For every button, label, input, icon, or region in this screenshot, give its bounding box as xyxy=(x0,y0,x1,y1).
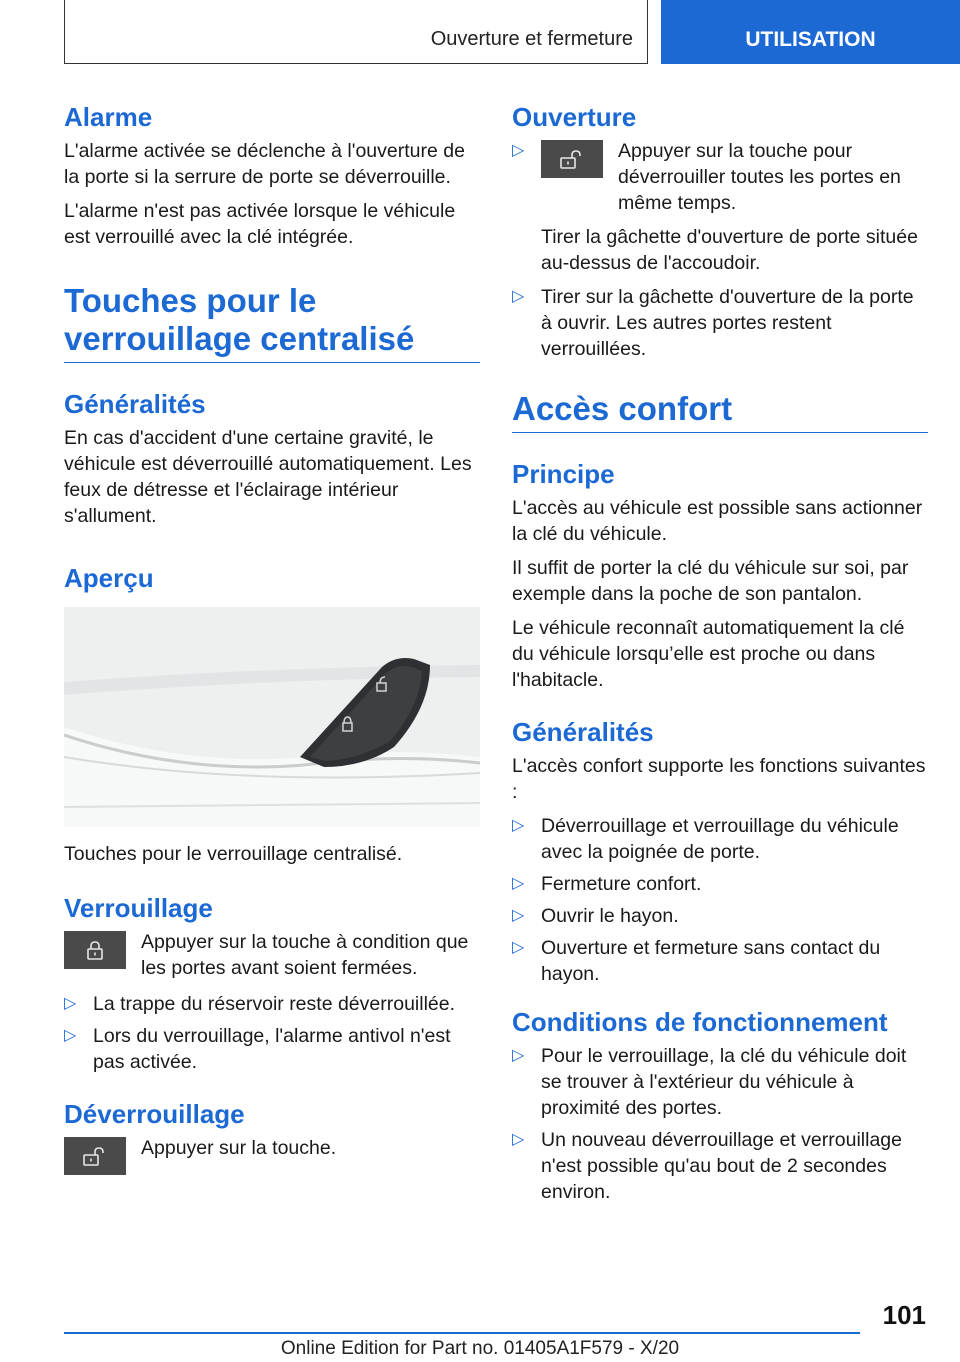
ouverture-list xyxy=(512,138,928,216)
principe-paragraph-2: Il suffit de porter la clé du véhicule sur soi, par exemple dans la poche de son pantalon. xyxy=(512,557,909,605)
unlock-icon xyxy=(541,140,603,178)
alarme-paragraph-1: L'alarme activée se déclenche à l'ouverture de la porte si la serrure de porte se déverrouille. xyxy=(64,140,465,188)
list-item: ▷ Fermeture confort. xyxy=(512,873,702,895)
list-item: ▷ Pour le verrouillage, la clé du véhicule doit se trouver à l'extérieur du véhicule à proximité des portes. xyxy=(512,1045,907,1119)
section-heading-touches xyxy=(64,282,480,363)
unlock-icon xyxy=(64,1137,126,1175)
ouverture-sub-paragraph: Tirer la gâchette d'ouverture de porte située au-dessus de l'accoudoir. xyxy=(541,226,918,274)
verrouillage-list xyxy=(64,991,480,1075)
list-item xyxy=(512,138,928,216)
list-item: ▷ Lors du verrouillage, l'alarme antivol n'est pas activée. xyxy=(64,1025,451,1073)
heading-conditions: Conditions de fonctionnement xyxy=(512,1007,888,1037)
generalites-list xyxy=(512,813,928,987)
heading-apercu: Aperçu xyxy=(64,563,154,593)
list-item: ▷ Déverrouillage et verrouillage du véhicule avec la poignée de porte. xyxy=(512,815,899,863)
triangle-right-icon: ▷ xyxy=(512,875,525,892)
header-chapter-label: UTILISATION xyxy=(745,28,876,51)
door-buttons-illustration xyxy=(64,607,480,827)
alarme-paragraph-2: L'alarme n'est pas activée lorsque le véhicule est verrouillé avec la clé intégrée. xyxy=(64,200,456,248)
header-section-box xyxy=(64,0,648,64)
header-section-title: Ouverture et fermeture xyxy=(430,28,633,50)
page-number: 101 xyxy=(882,1300,926,1330)
heading-verrouillage: Verrouillage xyxy=(64,893,213,923)
photo-caption: Touches pour le verrouillage centralisé. xyxy=(64,843,403,865)
footer-divider xyxy=(64,1332,860,1334)
generalites-paragraph-right: L'accès confort supporte les fonctions suivantes : xyxy=(512,755,926,803)
right-column xyxy=(512,100,928,1213)
deverrouillage-instruction xyxy=(64,1135,480,1179)
triangle-right-icon: ▷ xyxy=(512,1047,525,1064)
triangle-right-icon: ▷ xyxy=(64,995,77,1012)
list-item: ▷ La trappe du réservoir reste déverrouillée. xyxy=(64,993,456,1015)
verrouillage-instruction xyxy=(64,929,480,981)
triangle-right-icon: ▷ xyxy=(64,1027,77,1044)
list-item: ▷ Ouverture et fermeture sans contact du hayon. xyxy=(512,937,881,985)
principe-paragraph-3: Le véhicule reconnaît automatiquement la clé du véhicule lorsqu’elle est proche ou dans l'habitacle. xyxy=(512,617,905,691)
deverrouillage-text: Appuyer sur la touche. xyxy=(141,1137,337,1159)
heading-touches: Touches pour le verrouillage centralisé xyxy=(64,282,415,357)
page-header xyxy=(0,0,960,66)
heading-deverrouillage: Déverrouillage xyxy=(64,1099,245,1129)
triangle-right-icon: ▷ xyxy=(512,288,525,305)
heading-generalites-right: Généralités xyxy=(512,717,654,747)
door-buttons-photo xyxy=(64,607,480,827)
section-heading-acces xyxy=(512,390,928,433)
list-item: ▷ Tirer sur la gâchette d'ouverture de la porte à ouvrir. Les autres portes restent verrouillées. xyxy=(512,286,914,360)
triangle-right-icon: ▷ xyxy=(512,142,525,159)
triangle-right-icon: ▷ xyxy=(512,939,525,956)
ouverture-item-1-text: Appuyer sur la touche pour déverrouiller toutes les portes en même temps. xyxy=(618,140,901,214)
verrouillage-text: Appuyer sur la touche à condition que les portes avant soient fermées. xyxy=(141,931,469,979)
left-column xyxy=(64,100,480,1189)
ouverture-list-2 xyxy=(512,284,928,362)
footer-edition: Online Edition for Part no. 01405A1F579 - X/20 xyxy=(280,1338,680,1359)
triangle-right-icon: ▷ xyxy=(512,1131,525,1148)
triangle-right-icon: ▷ xyxy=(512,817,525,834)
heading-generalites-left: Généralités xyxy=(64,389,206,419)
heading-alarme: Alarme xyxy=(64,102,153,132)
conditions-list xyxy=(512,1043,928,1205)
list-item: ▷ Ouvrir le hayon. xyxy=(512,905,679,927)
lock-icon xyxy=(64,931,126,969)
heading-acces-confort: Accès confort xyxy=(512,390,733,427)
header-chapter-tab xyxy=(661,0,960,64)
list-item: ▷ Un nouveau déverrouillage et verrouillage n'est possible qu'au bout de 2 secondes environ. xyxy=(512,1129,902,1203)
generalites-paragraph-left: En cas d'accident d'une certaine gravité, le véhicule est déverrouillé automatiquement. Les feux de détresse et l'éclairage intérieur s'allument. xyxy=(64,427,472,527)
principe-paragraph-1: L'accès au véhicule est possible sans actionner la clé du véhicule. xyxy=(512,497,923,545)
heading-ouverture: Ouverture xyxy=(512,102,637,132)
triangle-right-icon: ▷ xyxy=(512,907,525,924)
heading-principe: Principe xyxy=(512,459,615,489)
